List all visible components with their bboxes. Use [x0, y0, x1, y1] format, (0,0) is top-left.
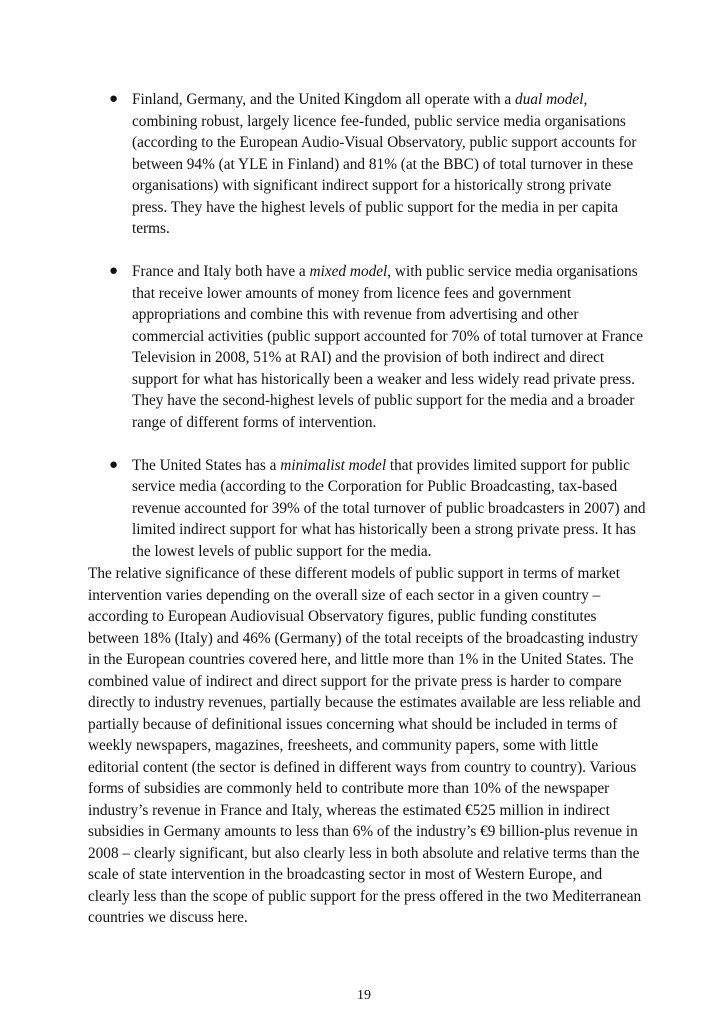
bullet-text-after: that provides limited support for public service media (according to the Corporation for Public Broadcasting, tax-based revenue accounted for 39% of the total turnover of public broadcasters in 2007) and limited indirect support for what has historically been a strong private press. It has the lowest levels of public support for the media.	[132, 456, 646, 560]
body-paragraph: The relative significance of these different models of public support in terms of market intervention varies depending on the overall size of each sector in a given country – according to European Audiovisual Observatory figures, public funding constitutes between 18% (Italy) and 46% (Germany) of the total receipts of the broadcasting industry in the European countries covered here, and little more than 1% in the United States. The combined value of indirect and direct support for the private press is harder to compare directly to industry revenues, partially because the estimates available are less reliable and partially because of definitional issues concerning what should be included in terms of weekly newspapers, magazines, freesheets, and community papers, some with little editorial content (the sector is defined in different ways from country to country). Various forms of subsidies are commonly held to contribute more than 10% of the newspaper industry’s revenue in France and Italy, whereas the estimated €525 million in indirect subsidies in Germany amounts to less than 6% of the industry’s €9 billion-plus revenue in 2008 – clearly significant, but also clearly less in both absolute and relative terms than the scale of state intervention in the broadcasting sector in most of Western Europe, and clearly less than the scope of public support for the press offered in the two Mediterranean countries we discuss here.	[88, 565, 642, 926]
bullet-emphasis: minimalist model	[280, 456, 387, 474]
bullet-dot-icon: ●	[109, 456, 119, 473]
bullet-item-dual-model	[0, 89, 647, 240]
bullet-item-minimalist-model	[0, 455, 647, 563]
bullet-text-after: combining robust, largely licence fee-funded, public service media organisations (according to the European Audio-Visual Observatory, public support accounts for between 94% (at YLE in Finland) and 81% (at the BBC) of total turnover in these organisations) with significant indirect support for a historically strong private press. They have the highest levels of public support for the media in per capita terms.	[132, 112, 637, 237]
bullet-dot-icon: ●	[109, 91, 119, 107]
bullet-text-before: The United States has a	[132, 456, 281, 474]
bullet-text-before: Finland, Germany, and the United Kingdom all operate with a	[132, 91, 516, 108]
bullet-dot-icon: ●	[109, 263, 119, 279]
bullet-emphasis: mixed model	[309, 263, 388, 280]
page-number: 19	[357, 988, 371, 1003]
bullet-text-before: France and Italy both have a	[132, 263, 310, 280]
bullet-emphasis: dual model,	[515, 91, 588, 108]
bullet-item-mixed-model	[0, 261, 647, 433]
bullet-text-after: , with public service media organisations that receive lower amounts of money from licence fees and government appropriations and combine this with revenue from advertising and other commercial activities (public support accounted for 70% of total turnover at France Television in 2008, 51% at RAI) and the provision of both indirect and direct support for what has historically been a weaker and less widely read private press. They have the second-highest levels of public support for the media and a broader range of different forms of intervention.	[132, 263, 643, 431]
bullet-list	[0, 89, 728, 584]
